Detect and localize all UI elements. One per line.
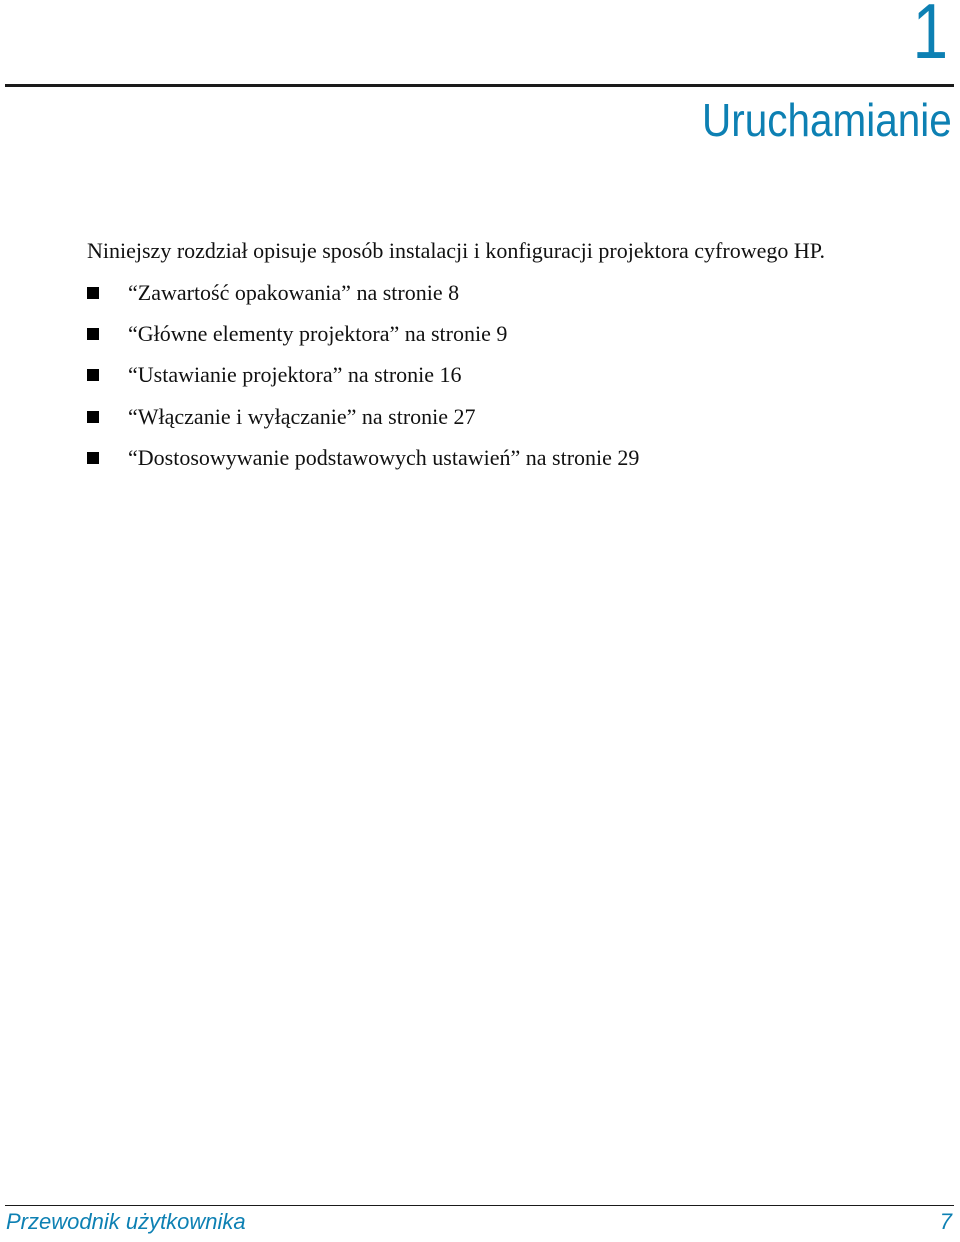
footer-divider (5, 1205, 954, 1206)
intro-paragraph: Niniejszy rozdział opisuje sposób instalacji i konfiguracji projektora cyfrowego HP. (87, 238, 826, 263)
list-item (87, 402, 639, 443)
chapter-contents-list (87, 278, 639, 484)
list-item (87, 443, 639, 484)
toc-link-glowne-elementy[interactable]: “Główne elementy projektora” na stronie 9 (128, 321, 508, 347)
toc-link-dostosowywanie-ustawien[interactable]: “Dostosowywanie podstawowych ustawień” na stronie 29 (128, 444, 640, 470)
square-bullet-icon (87, 287, 99, 299)
square-bullet-icon (87, 411, 99, 423)
list-item (87, 319, 639, 360)
footer-document-title: Przewodnik użytkownika (6, 1209, 246, 1234)
list-item (87, 360, 639, 401)
chapter-number: 1 (912, 0, 946, 75)
chapter-title: Uruchamianie (702, 94, 952, 146)
square-bullet-icon (87, 328, 99, 340)
list-item (87, 278, 639, 319)
toc-link-ustawianie-projektora[interactable]: “Ustawianie projektora” na stronie 16 (128, 362, 462, 388)
page-number: 7 (939, 1209, 952, 1234)
toc-link-zawartosc-opakowania[interactable]: “Zawartość opakowania” na stronie 8 (128, 280, 460, 305)
toc-link-wlaczanie-wylaczanie[interactable]: “Włączanie i wyłączanie” na stronie 27 (128, 403, 476, 429)
chapter-divider (5, 84, 954, 87)
square-bullet-icon (87, 452, 99, 464)
square-bullet-icon (87, 369, 99, 381)
